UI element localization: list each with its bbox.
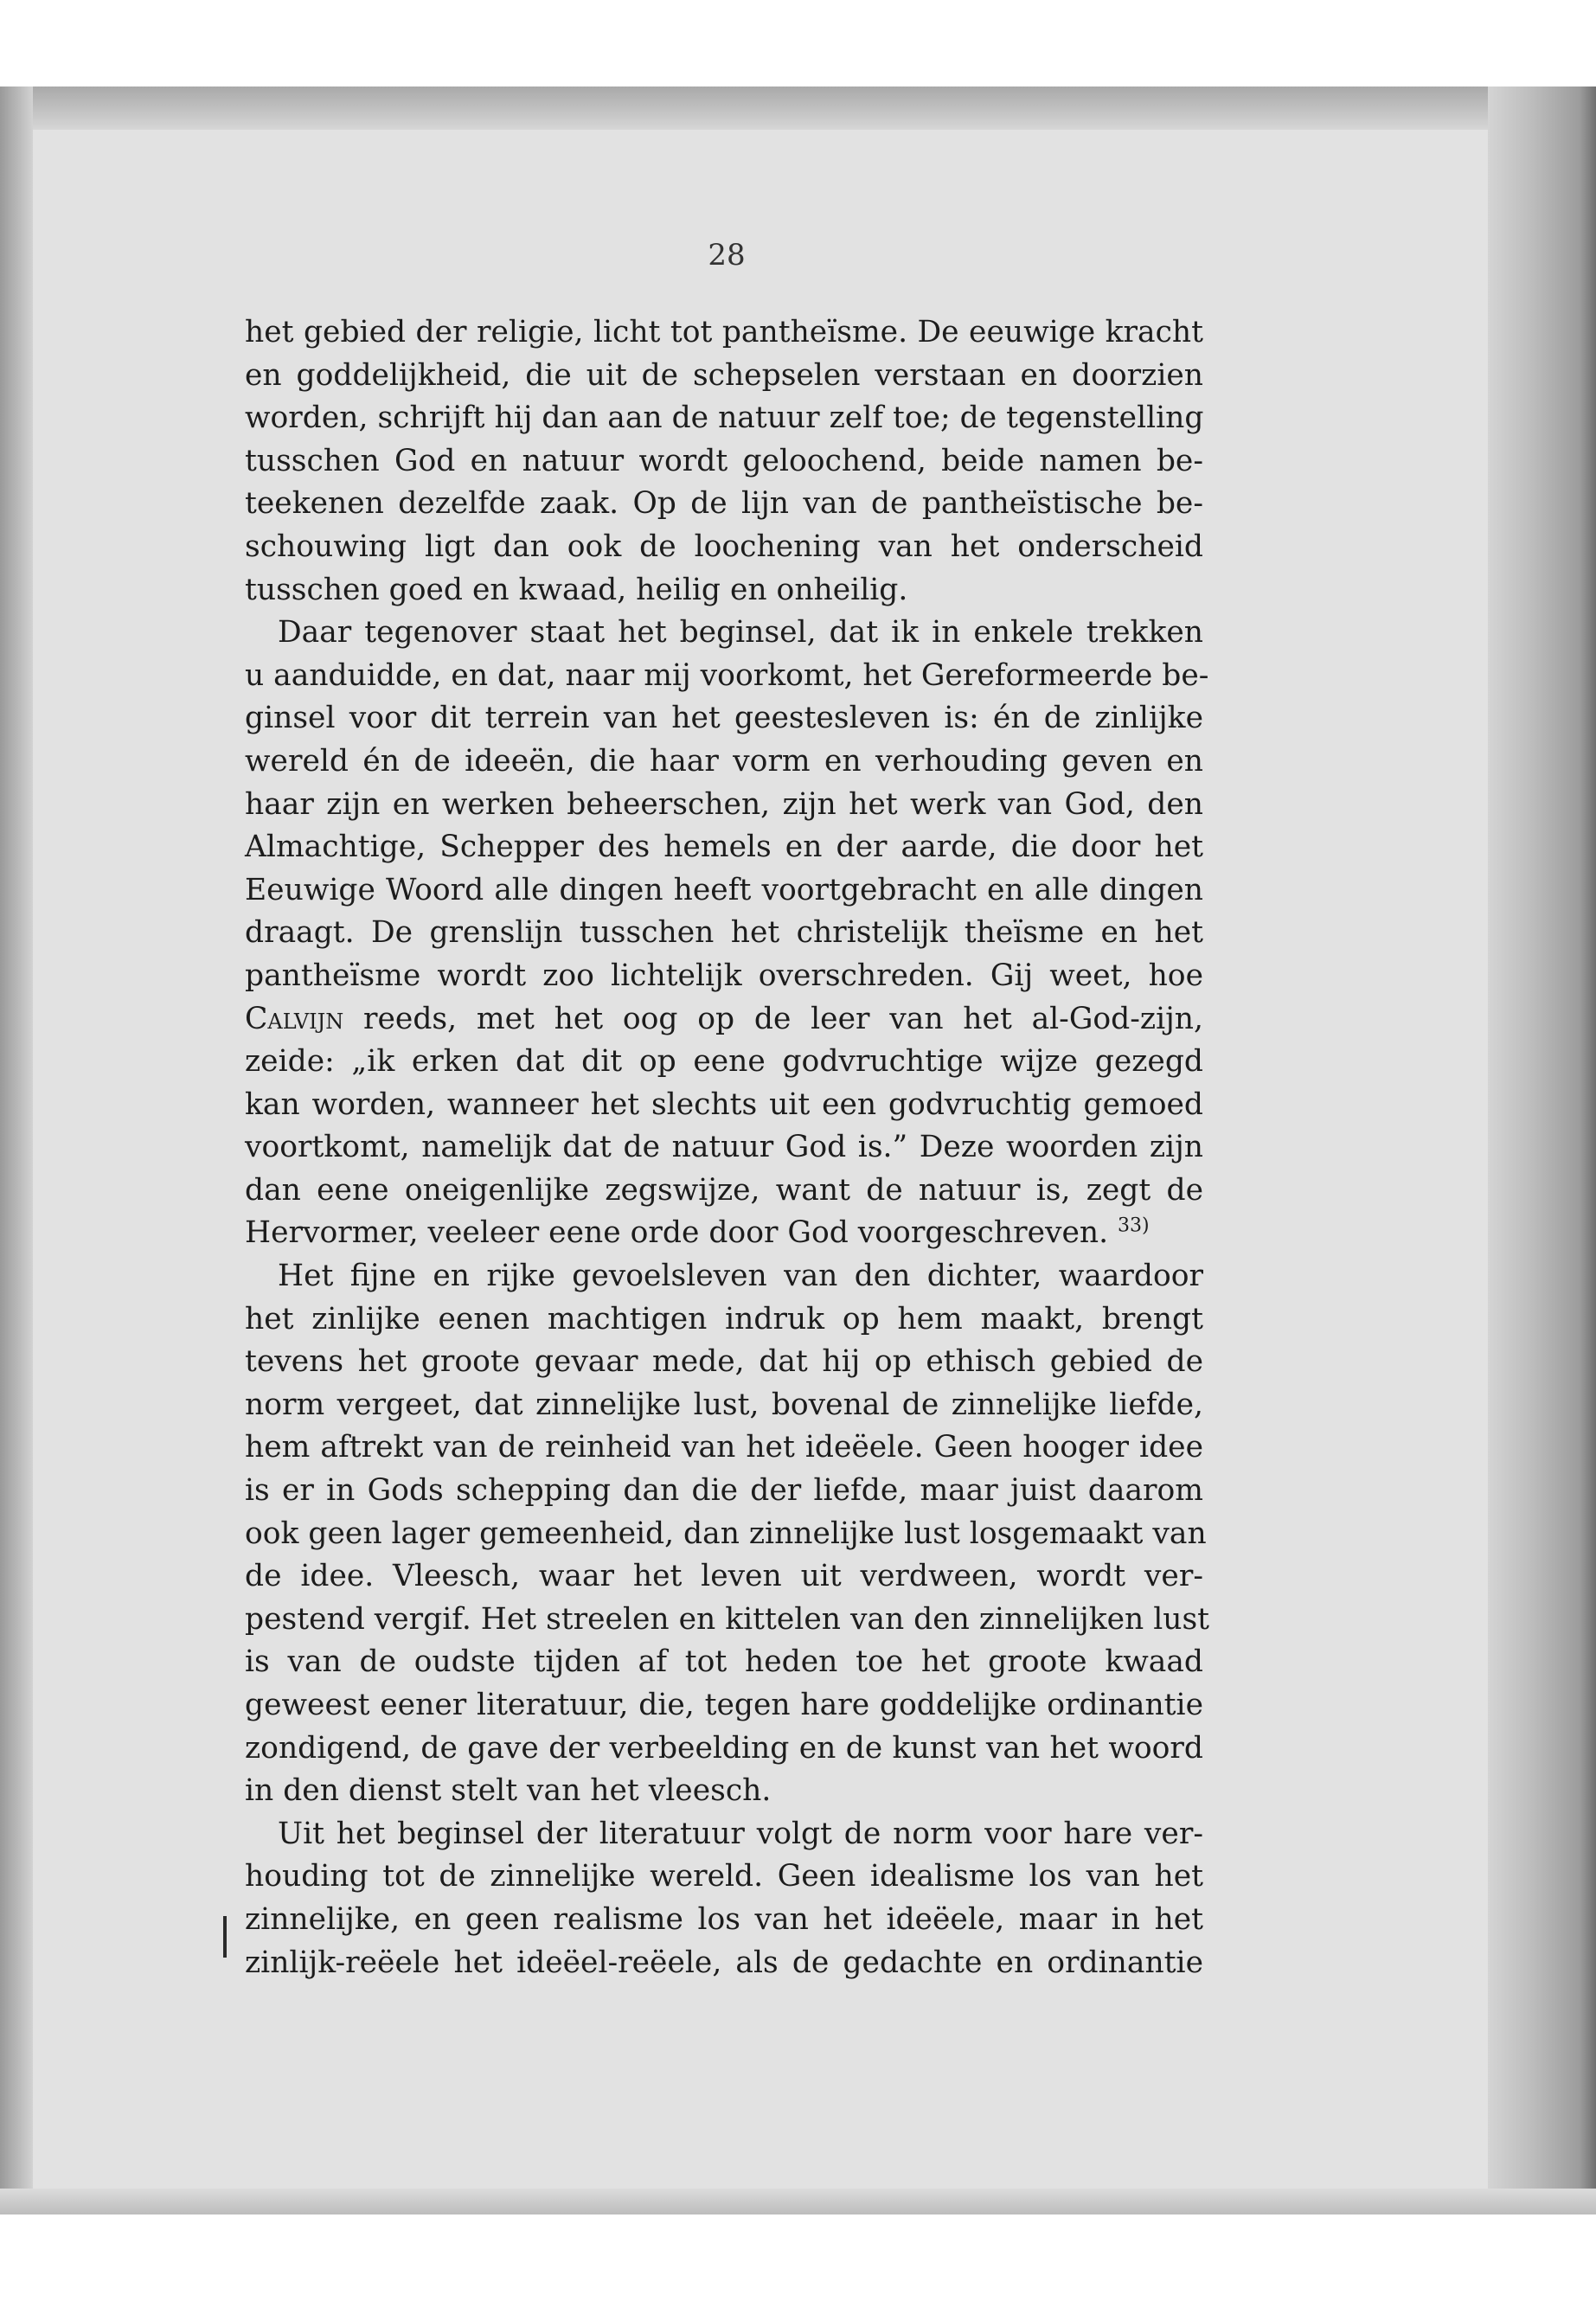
text-line: [245, 1084, 1203, 1127]
text-line: [245, 311, 1203, 355]
line-text: in den dienst stelt van het vleesch.: [245, 1773, 772, 1809]
text-line: [245, 740, 1203, 784]
scan-left-edge: [0, 87, 33, 2214]
line-text: tevens het groote gevaar mede, dat hij op ethisch gebied de: [245, 1344, 1203, 1380]
text-line: [245, 1341, 1203, 1384]
text-line: [245, 1856, 1203, 1899]
text-line: [245, 526, 1203, 569]
line-text: wereld én de ideeën, die haar vorm en verhouding geven en: [245, 743, 1203, 779]
text-line: [245, 869, 1203, 913]
line-text: pantheïsme wordt zoo lichtelijk overschreden. Gij weet, hoe: [245, 958, 1203, 993]
text-line: [245, 1641, 1203, 1684]
text-line: [245, 1899, 1203, 1942]
line-text: zinnelijke, en geen realisme los van het ideëele, maar in het: [245, 1901, 1203, 1937]
line-text: schouwing ligt dan ook de loochening van het onderscheid: [245, 529, 1203, 564]
line-text: u aanduidde, en dat, naar mij voorkomt, het Gereformeerde be-: [245, 657, 1209, 693]
line-text-rest: reeds, met het oog op de leer van het al-God-zijn,: [343, 1001, 1203, 1036]
line-text: dan eene oneigenlijke zegswijze, want de natuur is, zegt de: [245, 1172, 1203, 1208]
line-text: hem aftrekt van de reinheid van het ideëele. Geen hooger idee: [245, 1430, 1203, 1465]
line-text: zondigend, de gave der verbeelding en de kunst van het woord: [245, 1730, 1203, 1766]
text-line: [245, 912, 1203, 955]
body-text: [245, 311, 1210, 1984]
text-line: [245, 1727, 1203, 1771]
paragraph: [245, 612, 1209, 1255]
text-line: [245, 697, 1203, 740]
line-text: het gebied der religie, licht tot pantheïsme. De eeuwige kracht: [245, 315, 1203, 349]
line-text: pestend vergif. Het streelen en kittelen van den zinnelijken lust: [245, 1601, 1210, 1637]
text-line: [245, 1298, 1203, 1342]
page-number: 28: [708, 238, 746, 272]
text-line: [245, 1170, 1203, 1213]
text-line: [245, 1255, 1203, 1298]
line-text: is er in Gods schepping dan die der liefde, maar juist daarom: [245, 1473, 1203, 1509]
line-text: tusschen God en natuur wordt geloochend, beide namen be-: [245, 443, 1203, 478]
text-line: [245, 1770, 1203, 1813]
line-text: Uit het beginsel der literatuur volgt de norm voor hare ver-: [278, 1816, 1203, 1851]
text-line: [245, 355, 1203, 398]
line-text: geweest eener literatuur, die, tegen hare goddelijke ordinantie: [245, 1688, 1203, 1722]
text-line: [245, 826, 1203, 869]
line-text: norm vergeet, dat zinnelijke lust, bovenal de zinnelijke liefde,: [245, 1387, 1203, 1422]
line-text: voortkomt, namelijk dat de natuur God is.” Deze woorden zijn: [245, 1130, 1203, 1165]
line-text: teekenen dezelfde zaak. Op de lijn van de pantheïstische be-: [245, 486, 1203, 522]
text-line: [245, 955, 1203, 998]
line-text: en goddelijkheid, die uit de schepselen verstaan en doorzien: [245, 357, 1203, 393]
footnote-reference: 33): [1118, 1215, 1150, 1237]
text-line: [245, 1384, 1203, 1427]
line-text: ook geen lager gemeenheid, dan zinnelijke lust losgemaakt van: [245, 1516, 1207, 1551]
text-line: [245, 569, 1203, 612]
line-text: houding tot de zinnelijke wereld. Geen idealisme los van het: [245, 1859, 1203, 1894]
line-text: haar zijn en werken beheerschen, zijn het werk van God, den: [245, 786, 1203, 822]
line-text: Daar tegenover staat het beginsel, dat ik in enkele trekken: [278, 615, 1203, 651]
scan-top-edge: [0, 87, 1596, 130]
line-text: is van de oudste tijden af tot heden toe het groote kwaad: [245, 1644, 1203, 1680]
text-line: [245, 1212, 1203, 1255]
text-line: [245, 1942, 1203, 1985]
text-line: [245, 483, 1203, 526]
scan-bottom-edge: [0, 2189, 1596, 2214]
text-line: [245, 612, 1203, 655]
line-text: Almachtige, Schepper des hemels en der aarde, die door het: [245, 830, 1203, 865]
margin-mark: [223, 1916, 227, 1958]
line-text: het zinlijke eenen machtigen indruk op hem maakt, brengt: [245, 1301, 1203, 1336]
line-text: zeide: „ik erken dat dit op eene godvruchtige wijze gezegd: [245, 1044, 1203, 1080]
text-line: [245, 1041, 1203, 1084]
line-text: worden, schrijft hij dan aan de natuur zelf toe; de tegenstelling: [245, 401, 1204, 436]
text-line: [245, 1684, 1203, 1727]
line-text: de idee. Vleesch, waar het leven uit verdween, wordt ver-: [245, 1559, 1203, 1594]
text-line: [245, 440, 1203, 484]
paragraph: [245, 311, 1203, 612]
line-text: Hervormer, veeleer eene orde door God voorgeschreven.: [245, 1215, 1109, 1251]
text-line: [245, 1470, 1203, 1513]
line-text: kan worden, wanneer het slechts uit een godvruchtig gemoed: [245, 1086, 1203, 1122]
line-text: ginsel voor dit terrein van het geestesleven is: én de zinlijke: [245, 701, 1203, 736]
text-line: [245, 1813, 1203, 1856]
scan-binding-shadow: [1488, 87, 1596, 2214]
text-line: [245, 655, 1209, 698]
text-line: [245, 1426, 1203, 1470]
author-name: Calvijn: [245, 1001, 344, 1036]
line-text: tusschen goed en kwaad, heilig en onheilig.: [245, 572, 908, 607]
line-text: zinlijk-reëele het ideëel-reëele, als de gedachte en ordinantie: [245, 1945, 1203, 1980]
text-line: [245, 998, 1203, 1042]
line-text: Het fijne en rijke gevoelsleven van den dichter, waardoor: [278, 1259, 1203, 1294]
text-line: [245, 1513, 1207, 1556]
paragraph: [245, 1813, 1203, 1984]
paragraph: [245, 1255, 1210, 1813]
text-line: [245, 1126, 1203, 1170]
line-text: Eeuwige Woord alle dingen heeft voortgebracht en alle dingen: [245, 872, 1203, 907]
text-line: [245, 784, 1203, 827]
text-line: [245, 397, 1203, 440]
text-line: [245, 1599, 1210, 1642]
line-text: draagt. De grenslijn tusschen het christelijk theïsme en het: [245, 915, 1203, 951]
text-line: [245, 1555, 1203, 1599]
